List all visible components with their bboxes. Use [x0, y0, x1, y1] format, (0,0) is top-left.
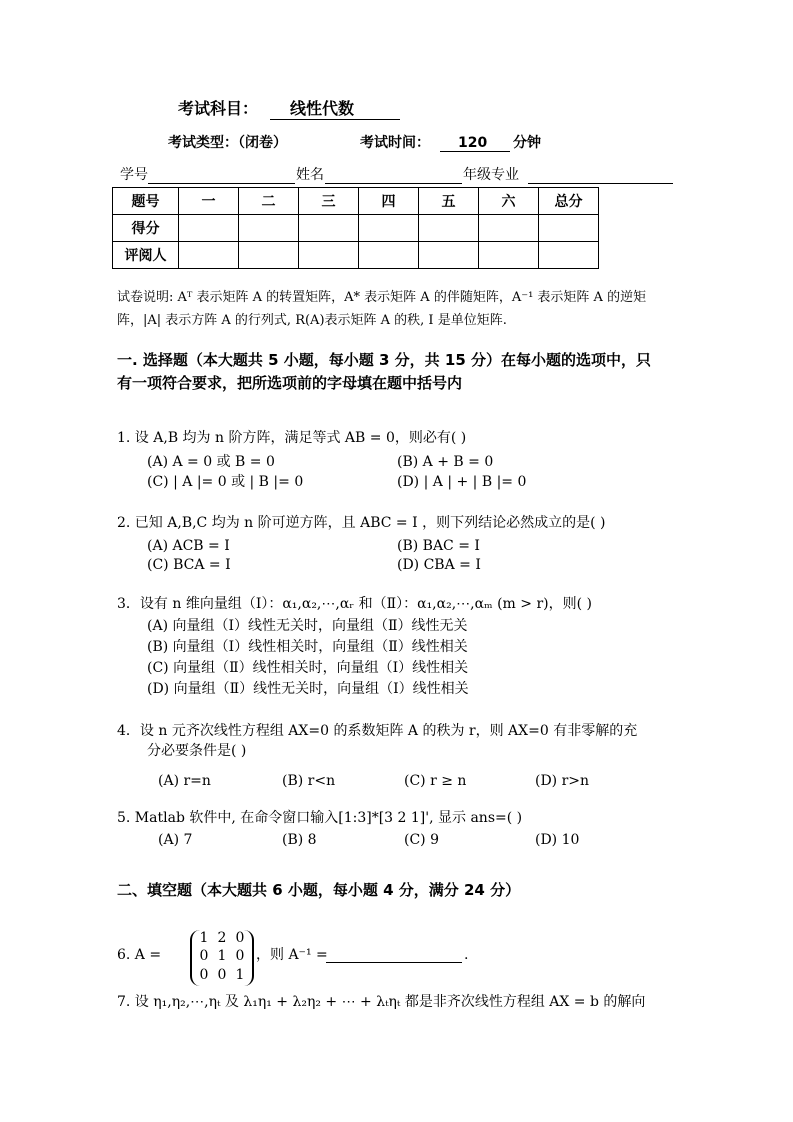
- matrix-cell: 1: [199, 930, 209, 946]
- question-5: 5. Matlab 软件中, 在命令窗口输入[1:3]*[3 2 1]', 显示 ans=( ): [117, 810, 523, 826]
- option-b: (B) 8: [282, 832, 317, 848]
- table-row: [113, 215, 599, 242]
- table-header: 三: [299, 188, 359, 215]
- option-a: (A) 7: [158, 832, 193, 848]
- exam-type: 考试类型：（闭卷）: [168, 135, 287, 151]
- subject-underline: [270, 119, 400, 120]
- question-6-end: .: [464, 947, 469, 963]
- table-header: 总分: [539, 188, 599, 215]
- option-a: (A) 向量组（Ⅰ）线性无关时，向量组（Ⅱ）线性无关: [147, 618, 468, 634]
- table-header: 六: [479, 188, 539, 215]
- table-header: 二: [239, 188, 299, 215]
- option-a: (A) ACB = I: [147, 538, 230, 554]
- question-6-suffix: ，则 A⁻¹ =: [256, 947, 328, 963]
- table-row: [113, 242, 599, 269]
- option-d: (D) r>n: [535, 773, 590, 789]
- matrix-cell: 1: [235, 967, 245, 983]
- time-unit: 分钟: [513, 135, 541, 151]
- section-heading: 二、填空题（本大题共 6 小题，每小题 4 分，满分 24 分）: [117, 881, 521, 899]
- table-header: 题号: [113, 188, 179, 215]
- student-id-field[interactable]: [148, 183, 295, 184]
- table-header: 一: [179, 188, 239, 215]
- note-line: 阵，|A| 表示方阵 A 的行列式, R(A)表示矩阵 A 的秩, I 是单位矩阵.: [117, 313, 507, 328]
- matrix: [190, 930, 254, 986]
- matrix-cell: 0: [199, 948, 209, 964]
- row-label: 得分: [113, 215, 179, 242]
- score-table: [112, 187, 599, 269]
- option-c: (C) BCA = I: [147, 557, 231, 573]
- row-label: 评阅人: [113, 242, 179, 269]
- matrix-cell: 0: [199, 967, 209, 983]
- matrix-cell: 1: [217, 948, 227, 964]
- subject-value: 线性代数: [290, 99, 355, 118]
- student-id-label: 学号: [120, 167, 148, 183]
- note-line: 试卷说明: Aᵀ 表示矩阵 A 的转置矩阵，A* 表示矩阵 A 的伴随矩阵，A⁻¹ 表示矩阵 A 的逆矩: [117, 290, 647, 305]
- section-heading: 一. 选择题（本大题共 5 小题，每小题 3 分，共 15 分）在每小题的选项中，只: [117, 351, 652, 369]
- option-a: (A) r=n: [158, 773, 211, 789]
- option-c: (C) 向量组（Ⅱ）线性相关时，向量组（Ⅰ）线性相关: [147, 660, 469, 676]
- major-label: 年级专业: [463, 167, 519, 183]
- major-field[interactable]: [528, 183, 673, 184]
- option-d: (D) CBA = I: [397, 557, 481, 573]
- option-c: (C) 9: [404, 832, 439, 848]
- option-d: (D) 10: [535, 832, 580, 848]
- question-2: 2. 已知 A,B,C 均为 n 阶可逆方阵，且 ABC = I ，则下列结论必然成立的是( ): [117, 515, 606, 531]
- question-4-cont: 分必要条件是( ): [147, 743, 247, 759]
- option-d: (D) 向量组（Ⅱ）线性无关时，向量组（Ⅰ）线性相关: [147, 681, 469, 697]
- name-label: 姓名: [296, 167, 324, 183]
- option-c: (C) r ≥ n: [404, 773, 467, 789]
- time-value: 120: [458, 135, 488, 151]
- matrix-cell: 0: [217, 967, 227, 983]
- answer-blank[interactable]: [326, 962, 462, 963]
- question-7: 7. 设 η₁,η₂,⋯,ηₜ 及 λ₁η₁ + λ₂η₂ + ⋯ + λₜηₜ 都是非齐次线性方程组 AX = b 的解向: [117, 994, 646, 1010]
- section-heading: 有一项符合要求，把所选项前的字母填在题中括号内: [117, 374, 463, 392]
- matrix-cell: 2: [217, 930, 227, 946]
- option-b: (B) BAC = I: [397, 538, 480, 554]
- table-header: 四: [359, 188, 419, 215]
- table-header: 五: [419, 188, 479, 215]
- question-1: 1. 设 A,B 均为 n 阶方阵，满足等式 AB = 0，则必有( ): [117, 430, 467, 446]
- option-b: (B) r<n: [282, 773, 336, 789]
- question-4: 4．设 n 元齐次线性方程组 AX=0 的系数矩阵 A 的秩为 r，则 AX=0 有非零解的充: [117, 723, 638, 739]
- option-b: (B) 向量组（Ⅰ）线性相关时，向量组（Ⅱ）线性相关: [147, 639, 468, 655]
- name-field[interactable]: [325, 183, 462, 184]
- subject-label: 考试科目：: [178, 99, 259, 118]
- matrix-cell: 0: [235, 930, 245, 946]
- option-d: (D) | A | + | B |= 0: [397, 474, 527, 490]
- option-c: (C) | A |= 0 或 | B |= 0: [147, 474, 304, 490]
- question-6: 6. A =: [117, 947, 162, 963]
- option-b: (B) A + B = 0: [397, 454, 494, 470]
- question-3: 3．设有 n 维向量组（Ⅰ）：α₁,α₂,⋯,αᵣ 和（Ⅱ）：α₁,α₂,⋯,αₘ (m > r)，则( ): [117, 596, 592, 612]
- time-label: 考试时间：: [360, 135, 430, 151]
- option-a: (A) A = 0 或 B = 0: [147, 454, 275, 470]
- time-underline: [440, 151, 510, 152]
- matrix-cell: 0: [235, 948, 245, 964]
- table-row: [113, 188, 599, 215]
